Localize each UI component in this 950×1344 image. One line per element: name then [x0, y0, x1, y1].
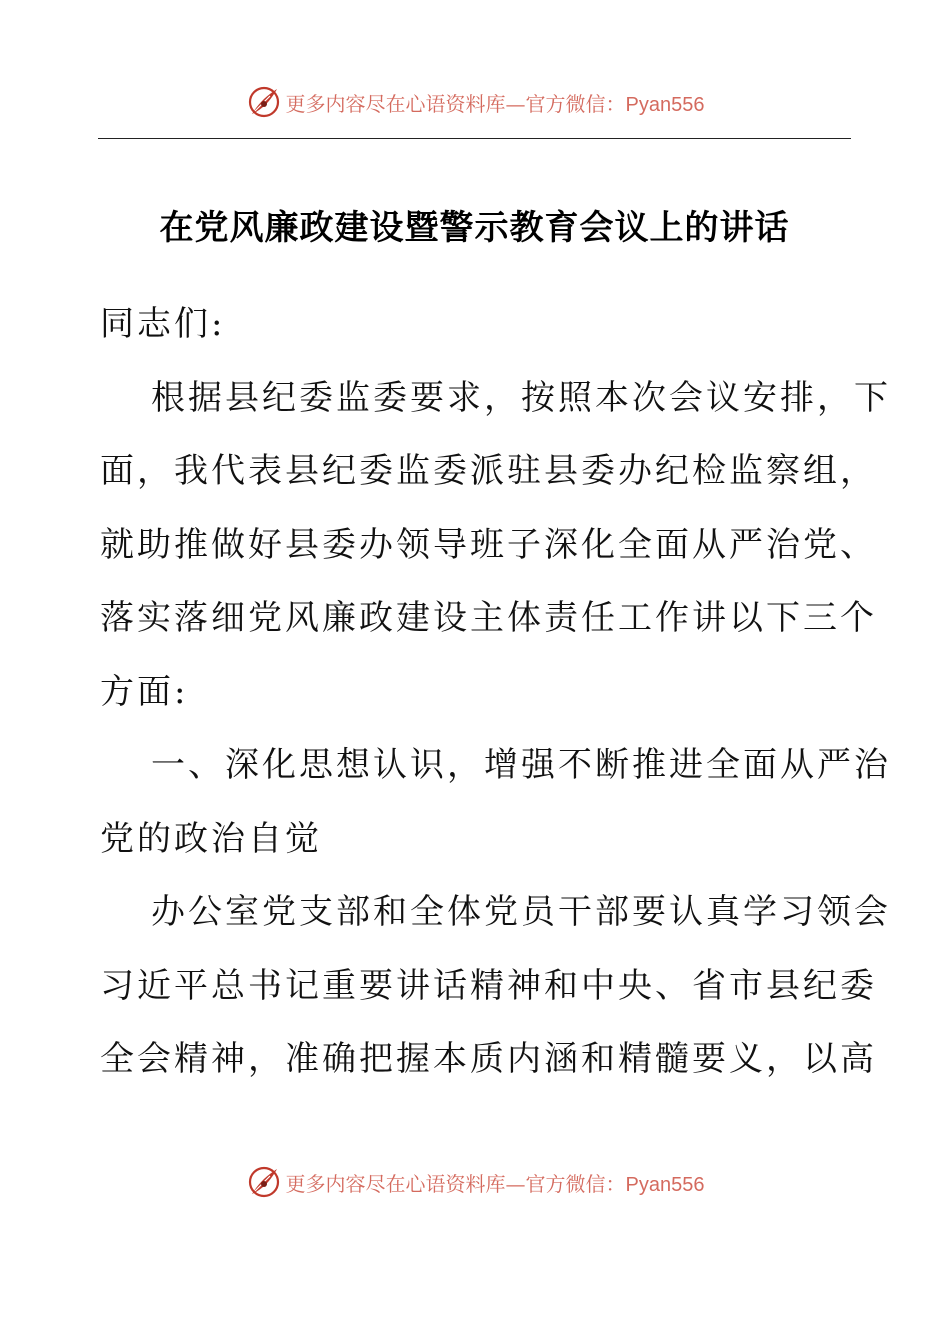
paragraph-line: 落实落细党风廉政建设主体责任工作讲以下三个 [100, 598, 877, 638]
banner-text: 更多内容尽在心语资料库—官方微信：Pyan556 [285, 91, 705, 116]
salutation-line: 同志们: [100, 304, 226, 344]
paragraph-line: 方面: [100, 671, 189, 712]
header-divider [98, 138, 851, 139]
paragraph-line: 办公室党支部和全体党员干部要认真学习领会 [151, 892, 891, 932]
document-title: 在党风廉政建设暨警示教育会议上的讲话 [159, 208, 790, 248]
header-watermark-banner [0, 82, 950, 122]
wechat-id: Pyan556 [625, 93, 705, 116]
paragraph-line: 根据县纪委监委要求，按照本次会议安排，下 [151, 377, 891, 418]
section-heading-line: 党的政治自觉 [100, 818, 322, 859]
document-body [100, 288, 891, 1097]
paragraph-line: 习近平总书记重要讲话精神和中央、省市县纪委 [100, 965, 877, 1006]
paragraph-line: 就助推做好县委办领导班子深化全面从严治党、 [100, 524, 877, 565]
quill-logo-icon [246, 1164, 282, 1200]
wechat-id: Pyan556 [625, 1173, 705, 1196]
footer-watermark-banner [0, 1162, 950, 1202]
paragraph-line: 面，我代表县纪委监委派驻县委办纪检监察组， [100, 451, 877, 491]
paragraph-line: 全会精神，准确把握本质内涵和精髓要义，以高 [100, 1039, 877, 1079]
section-heading-line: 一、深化思想认识，增强不断推进全面从严治 [151, 745, 891, 785]
quill-logo-icon [246, 84, 282, 120]
banner-text: 更多内容尽在心语资料库—官方微信：Pyan556 [285, 1171, 705, 1196]
